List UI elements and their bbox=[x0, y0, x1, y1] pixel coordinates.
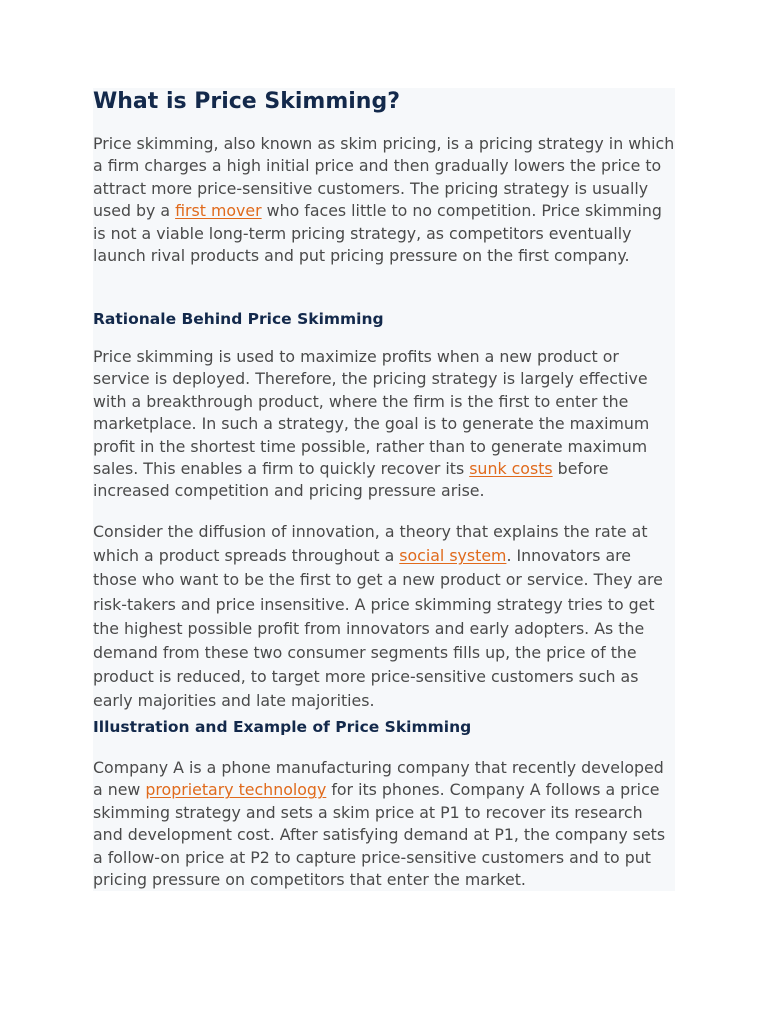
section-heading-illustration: Illustration and Example of Price Skimming bbox=[93, 718, 472, 736]
rationale-paragraph-1 bbox=[93, 346, 675, 503]
illustration-paragraph bbox=[93, 757, 675, 891]
diffusion-text-end: . Innovators are those who want to be the first to get a new product or service. They are risk-takers and price insensitive. A price skimming strategy tries to get the highest possible profit from innovators and early adopters. As the demand from these two consumer segments fills up, the price of the product is reduced, to target more price-sensitive customers such as early majorities and late majorities. bbox=[93, 546, 663, 711]
rationale-text-end: before increased competition and pricing pressure arise. bbox=[93, 459, 609, 501]
illustration-text-start: Company A is a phone manufacturing company that recently developed a new bbox=[93, 758, 664, 800]
article-container bbox=[93, 88, 675, 891]
proprietary-technology-link[interactable]: proprietary technology bbox=[145, 780, 327, 800]
intro-paragraph bbox=[93, 133, 675, 267]
illustration-text-end: for its phones. Company A follows a price skimming strategy and sets a skim price at P1 to recover its research and development cost. After satisfying demand at P1, the company sets a follow-on price at P2 to capture price-sensitive customers and to put pricing pressure on competitors that enter the market. bbox=[93, 780, 666, 890]
page-title: What is Price Skimming? bbox=[93, 89, 400, 114]
intro-text-start: Price skimming, also known as skim pricing, is a pricing strategy in which a firm charges a high initial price and then gradually lowers the price to attract more price-sensitive customers. The pricing strategy is usually used by a bbox=[93, 134, 675, 221]
social-system-link[interactable]: social system bbox=[399, 546, 507, 566]
rationale-paragraph-2 bbox=[93, 520, 675, 714]
section-heading-rationale: Rationale Behind Price Skimming bbox=[93, 310, 384, 328]
diffusion-text-start: Consider the diffusion of innovation, a theory that explains the rate at which a product spreads throughout a bbox=[93, 522, 648, 566]
first-mover-link[interactable]: first mover bbox=[175, 201, 262, 221]
rationale-text-start: Price skimming is used to maximize profits when a new product or service is deployed. Therefore, the pricing strategy is largely effective with a breakthrough product, where the firm is the first to enter the marketplace. In such a strategy, the goal is to generate the maximum profit in the shortest time possible, rather than to generate maximum sales. This enables a firm to quickly recover its bbox=[93, 347, 650, 479]
sunk-costs-link[interactable]: sunk costs bbox=[469, 459, 553, 479]
intro-text-end: who faces little to no competition. Price skimming is not a viable long-term pricing strategy, as competitors eventually launch rival products and put pricing pressure on the first company. bbox=[93, 201, 662, 266]
